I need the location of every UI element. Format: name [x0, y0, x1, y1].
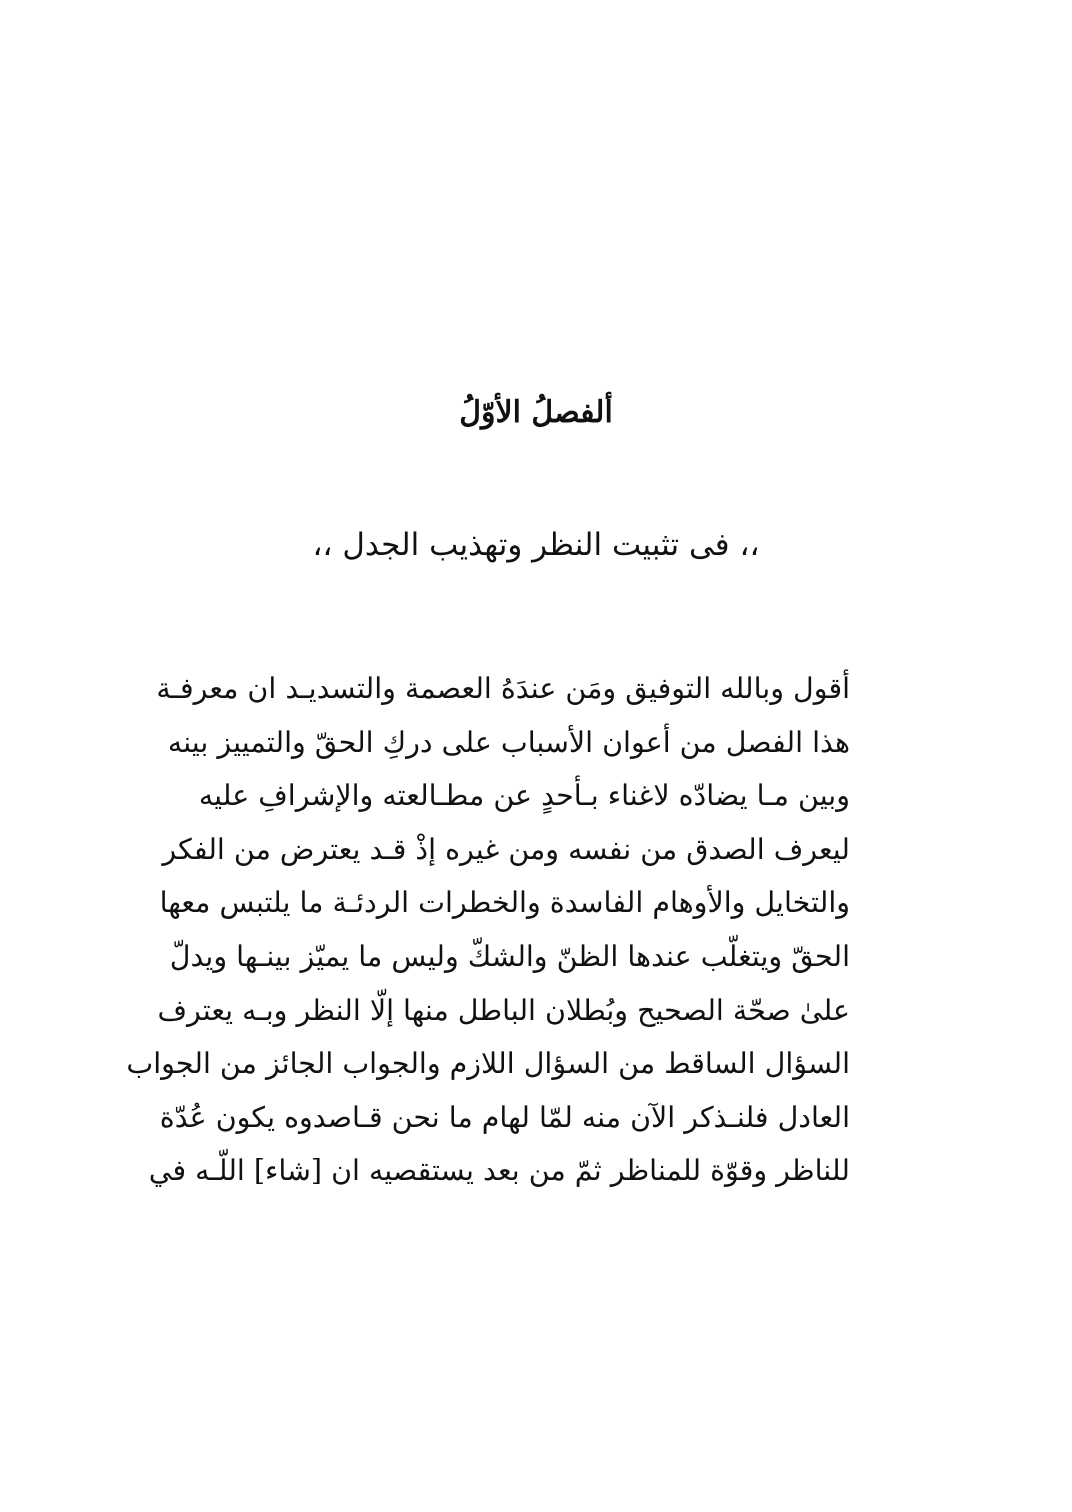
text-line: أقول وبالله التوفيق ومَن عندَهُ العصمة والتسديـد ان معرفـة: [156, 672, 850, 705]
text-line: للناظر وقوّة للمناظر ثمّ من بعد يستقصيه ان [شاء] اللّـه في: [148, 1154, 850, 1188]
text-line: وبين مـا يضادّه لاغناء بـأحدٍ عن مطـالعته والإشرافِ عليه: [198, 779, 850, 813]
text-line: ليعرف الصدق من نفسه ومن غيره إذْ قـد يعترض من الفكر: [162, 832, 850, 866]
chapter-subtitle: ،، فى تثبيت النظر وتهذيب الجدل ،،: [312, 527, 760, 563]
chapter-title: ألفصلُ الأوّلُ: [459, 395, 613, 430]
body-paragraph: [126, 662, 850, 1198]
text-line: السؤال الساقط من السؤال اللازم والجواب الجائز من الجواب: [126, 1047, 850, 1081]
text-line: والتخايل والأوهام الفاسدة والخطرات الردئـة ما يلتبس معها: [159, 886, 850, 920]
text-line: علىٰ صحّة الصحيح وبُطلان الباطل منها إلّا النظر وبـه يعترف: [157, 993, 850, 1027]
text-line: الحقّ ويتغلّب عندها الظنّ والشكّ وليس ما يميّز بينـها ويدلّ: [169, 939, 850, 973]
text-line: هذا الفصل من أعوان الأسباب على دركِ الحقّ والتمييز بينه: [167, 725, 850, 759]
text-line: العادل فلنـذكر الآن منه لمّا لهام ما نحن قـاصدوه يكون عُدّة: [159, 1100, 850, 1134]
